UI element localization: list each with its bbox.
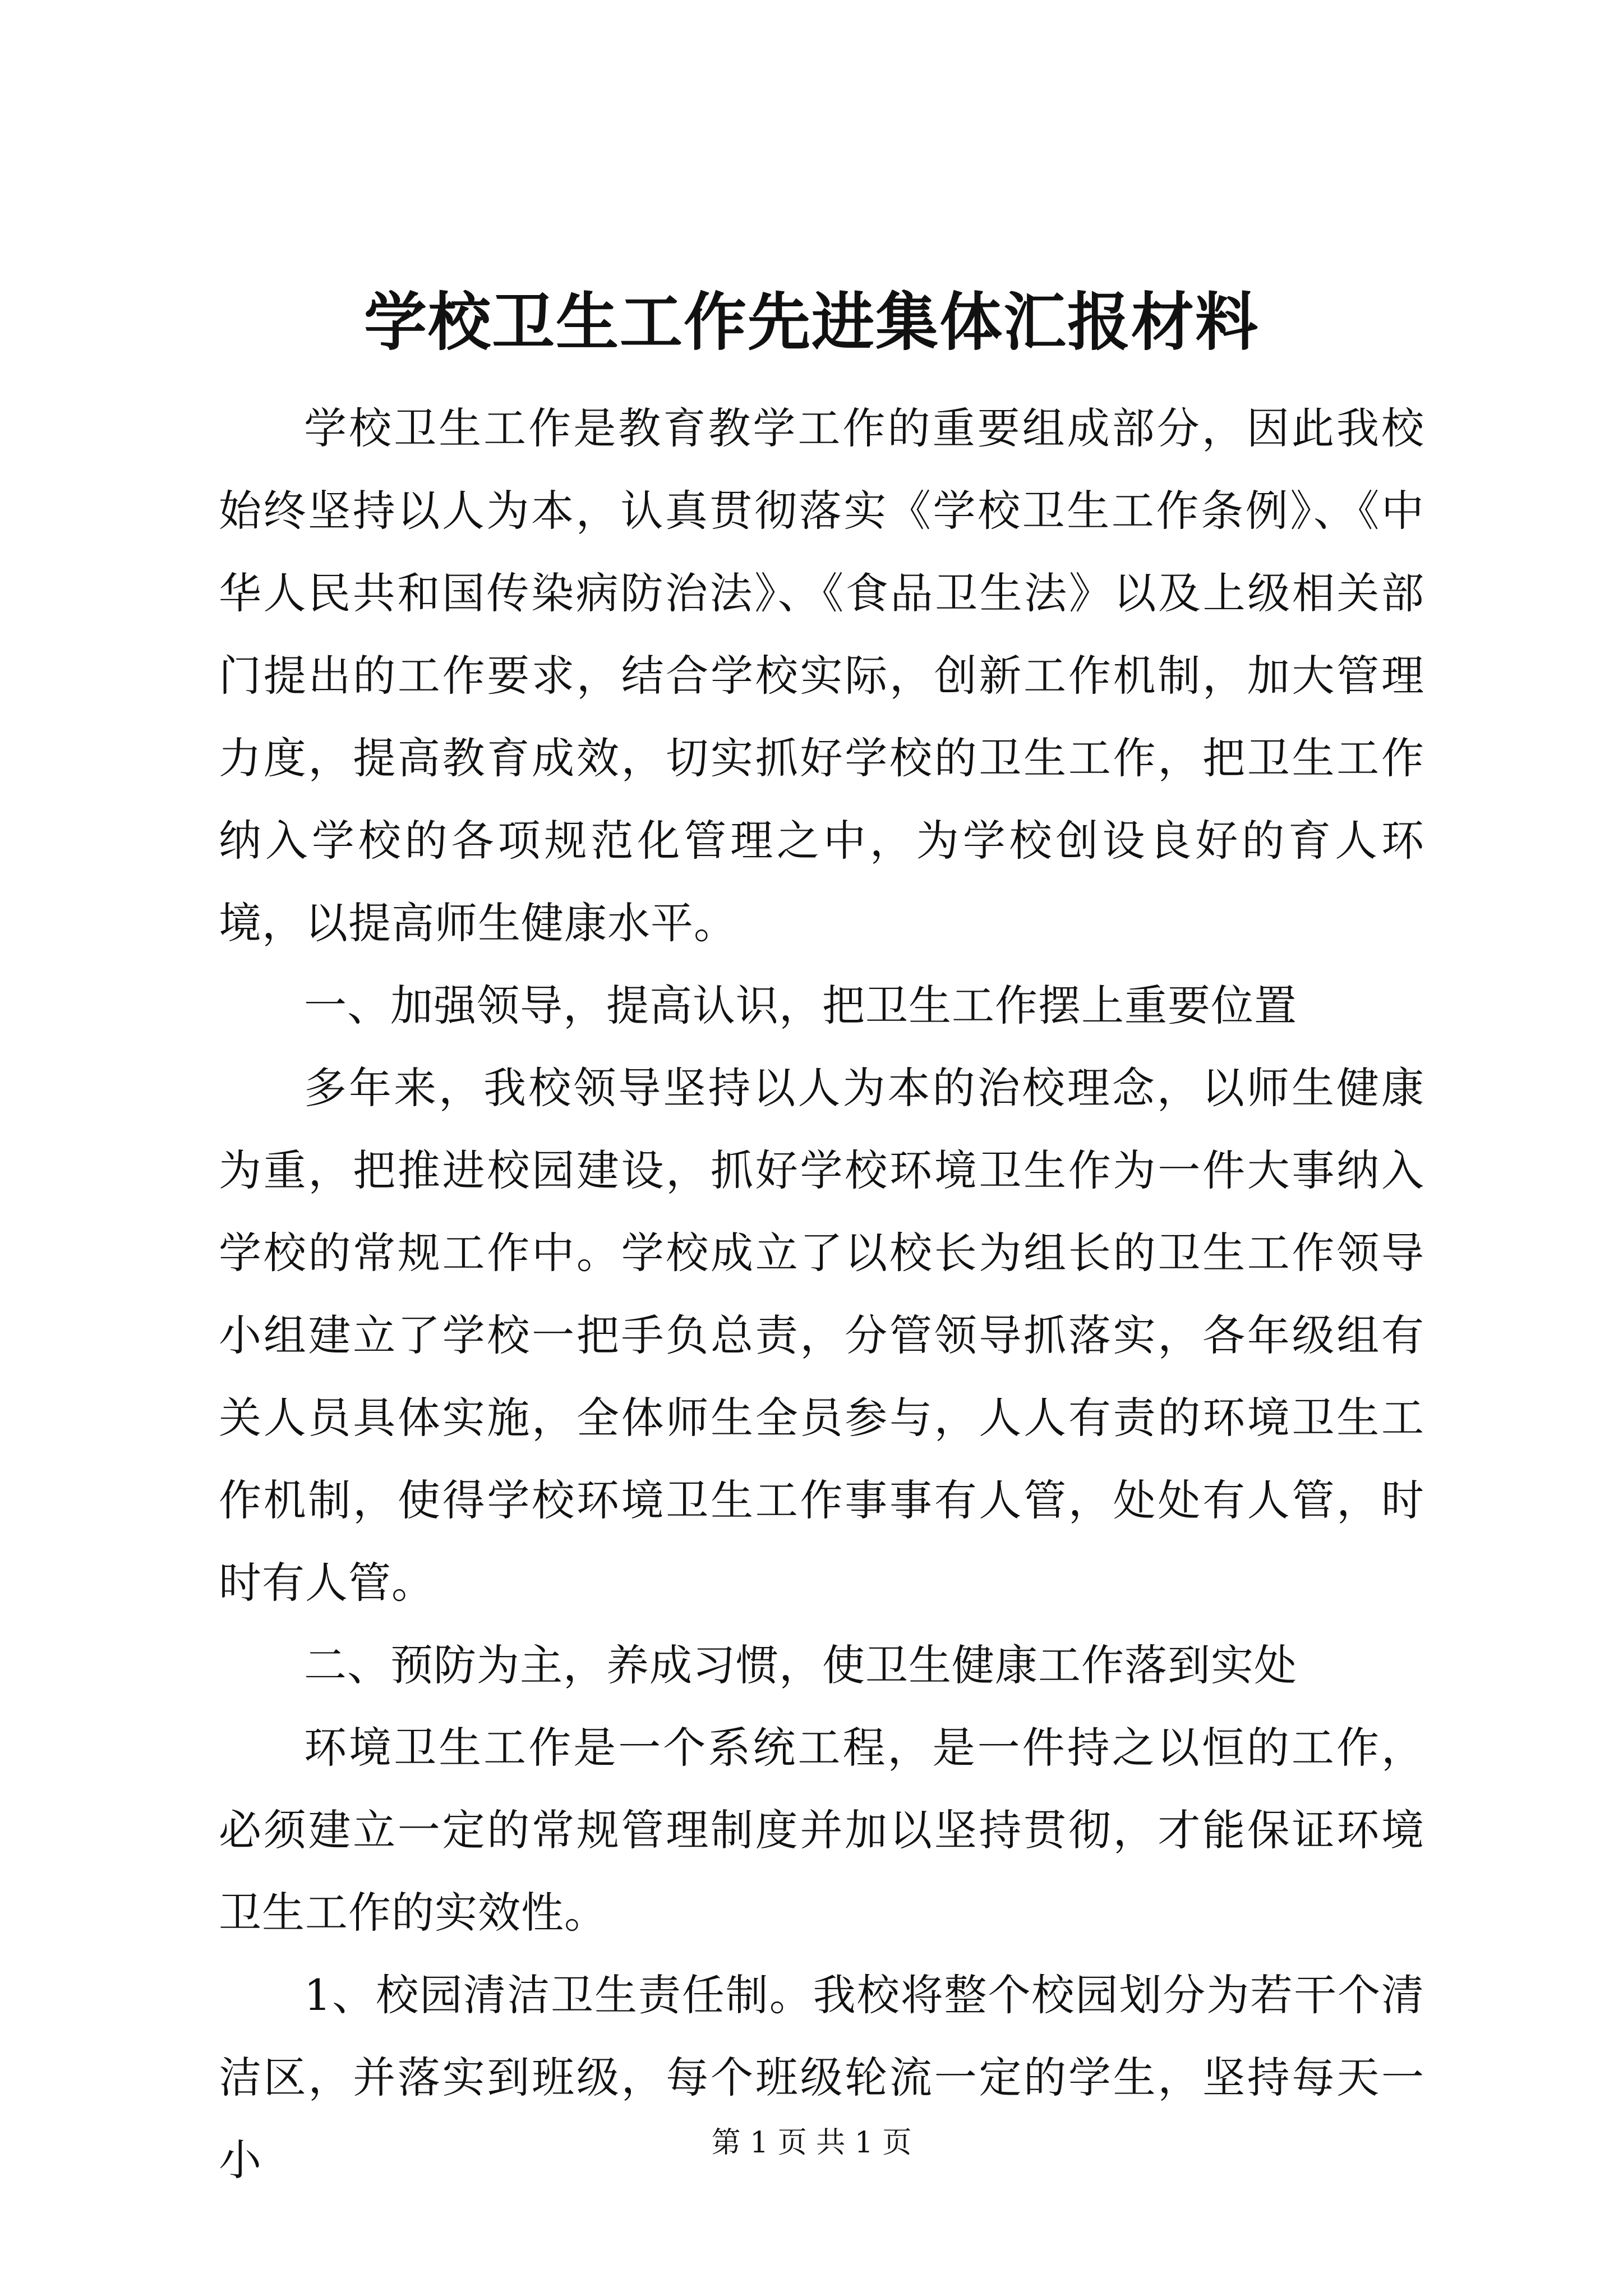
section-heading-1: 一、加强领导，提高认识，把卫生工作摆上重要位置 [304, 981, 1297, 1030]
document-body [219, 387, 1424, 2201]
paragraph-section-1: 多年来，我校领导坚持以人为本的治校理念，以师生健康为重，把推进校园建设，抓好学校环境卫生作为一件大事纳入学校的常规工作中。学校成立了以校长为组长的卫生工作领导小组建立了学校一把手负总责，分管领导抓落实，各年级组有关人员具体实施，全体师生全员参与，人人有责的环境卫生工作机制，使得学校环境卫生工作事事有人管，处处有人管，时时有人管。 [219, 1063, 1424, 1608]
page-footer: 第 1 页 共 1 页 [711, 2126, 912, 2160]
section-heading-2: 二、预防为主，养成习惯，使卫生健康工作落到实处 [304, 1640, 1297, 1690]
paragraph-intro: 学校卫生工作是教育教学工作的重要组成部分，因此我校始终坚持以人为本，认真贯彻落实《学校卫生工作条例》、《中华人民共和国传染病防治法》、《食品卫生法》以及上级相关部门提出的工作要求，结合学校实际，创新工作机制，加大管理力度，提高教育成效，切实抓好学校的卫生工作，把卫生工作纳入学校的各项规范化管理之中，为学校创设良好的育人环境，以提高师生健康水平。 [219, 403, 1424, 948]
paragraph-section-2: 环境卫生工作是一个系统工程，是一件持之以恒的工作，必须建立一定的常规管理制度并加以坚持贯彻，才能保证环境卫生工作的实效性。 [219, 1723, 1424, 1938]
paragraph-item-1: 1、校园清洁卫生责任制。我校将整个校园划分为若干个清洁区，并落实到班级，每个班级轮流一定的学生，坚持每天一小 [219, 1970, 1424, 2185]
document-title: 学校卫生工作先进集体汇报材料 [364, 286, 1259, 359]
